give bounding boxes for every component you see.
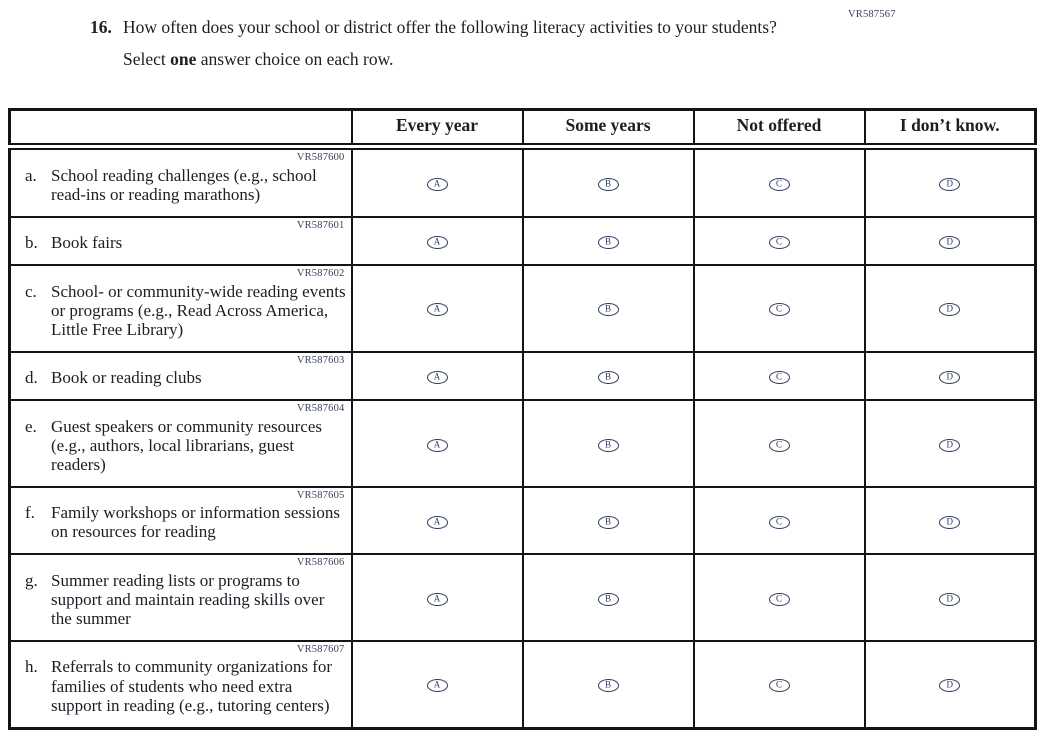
bubble-letter: B: [604, 178, 611, 189]
option-cell: [694, 400, 865, 487]
option-cell: [523, 352, 694, 401]
table-row-h: [10, 641, 1036, 728]
bubble-letter: A: [433, 593, 441, 604]
option-cell: [865, 641, 1036, 728]
option-bubble-a[interactable]: [427, 439, 448, 452]
row-label: [25, 166, 347, 204]
bubble-letter: D: [946, 178, 953, 189]
option-cell: [523, 487, 694, 555]
question-block: [90, 17, 777, 70]
table-row-e: [10, 400, 1036, 487]
option-bubble-b[interactable]: [598, 178, 619, 191]
bubble-letter: D: [946, 236, 953, 247]
column-header-not-offered: Not offered: [694, 110, 865, 147]
option-bubble-b[interactable]: [598, 303, 619, 316]
instruction-emphasis: one: [170, 49, 197, 70]
option-cell: [523, 641, 694, 728]
bubble-letter: A: [433, 178, 441, 189]
option-bubble-d[interactable]: [939, 439, 960, 452]
option-bubble-a[interactable]: [427, 303, 448, 316]
option-bubble-c[interactable]: [769, 679, 790, 692]
option-cell: [865, 487, 1036, 555]
table-row-c: [10, 265, 1036, 352]
option-bubble-a[interactable]: [427, 236, 448, 249]
row-label: [25, 571, 347, 628]
column-header-some-years: Some years: [523, 110, 694, 147]
option-cell: [352, 554, 523, 641]
option-bubble-b[interactable]: [598, 593, 619, 606]
option-cell: [523, 147, 694, 217]
row-letter: b.: [25, 233, 38, 253]
row-letter: g.: [25, 570, 38, 590]
literacy-activities-table: [8, 108, 1037, 730]
option-bubble-a[interactable]: [427, 178, 448, 191]
bubble-letter: C: [775, 593, 782, 604]
row-label-cell: [10, 147, 352, 217]
question-number: 16.: [90, 17, 112, 37]
option-cell: [865, 352, 1036, 401]
question-text: How often does your school or district offer the following literacy activities to your students?: [123, 17, 777, 37]
option-bubble-d[interactable]: [939, 371, 960, 384]
row-letter: e.: [25, 416, 37, 436]
option-cell: [352, 641, 523, 728]
header-row: [10, 110, 1036, 147]
row-label-text: Book fairs: [51, 233, 123, 253]
row-code: VR587604: [296, 403, 345, 415]
bubble-letter: A: [433, 236, 441, 247]
option-cell: [694, 265, 865, 352]
option-cell: [865, 400, 1036, 487]
row-label-text: Guest speakers or community resources (e.g., authors, local librarians, guest readers): [51, 416, 322, 474]
bubble-letter: D: [946, 303, 953, 314]
row-label-text: Summer reading lists or programs to support and maintain reading skills over the summer: [51, 570, 325, 628]
option-cell: [352, 265, 523, 352]
option-bubble-a[interactable]: [427, 516, 448, 529]
option-bubble-b[interactable]: [598, 371, 619, 384]
option-cell: [865, 217, 1036, 266]
option-bubble-d[interactable]: [939, 679, 960, 692]
table-row-b: [10, 217, 1036, 266]
option-cell: [694, 641, 865, 728]
bubble-letter: D: [946, 679, 953, 690]
row-letter: c.: [25, 281, 37, 301]
bubble-letter: D: [946, 371, 953, 382]
row-code: VR587603: [296, 354, 345, 366]
option-cell: [523, 265, 694, 352]
instruction-prefix: Select: [123, 49, 171, 70]
option-bubble-d[interactable]: [939, 303, 960, 316]
option-cell: [694, 487, 865, 555]
row-label: [25, 503, 347, 541]
table-row-f: [10, 487, 1036, 555]
bubble-letter: B: [604, 439, 611, 450]
table-row-a: [10, 147, 1036, 217]
instruction-text: [123, 49, 777, 70]
row-label: [25, 657, 347, 714]
bubble-letter: C: [775, 303, 782, 314]
row-code: VR587602: [296, 268, 345, 280]
row-code: VR587606: [296, 557, 345, 569]
row-label-cell: [10, 352, 352, 401]
row-code: VR587600: [296, 152, 345, 163]
bubble-letter: B: [604, 303, 611, 314]
row-letter: d.: [25, 368, 38, 388]
bubble-letter: A: [433, 439, 441, 450]
row-label-text: School- or community-wide reading events or programs (e.g., Read Across America, Little Free Library): [51, 281, 346, 339]
row-label: [25, 282, 347, 339]
row-label: [25, 417, 347, 474]
column-header-every-year: Every year: [352, 110, 523, 147]
option-bubble-c[interactable]: [769, 371, 790, 384]
option-bubble-d[interactable]: [939, 516, 960, 529]
option-cell: [352, 147, 523, 217]
row-label: [25, 233, 347, 252]
bubble-letter: C: [775, 516, 782, 527]
row-label-cell: [10, 400, 352, 487]
bubble-letter: B: [604, 679, 611, 690]
bubble-letter: B: [604, 516, 611, 527]
option-bubble-d[interactable]: [939, 178, 960, 191]
option-bubble-c[interactable]: [769, 516, 790, 529]
bubble-letter: D: [946, 516, 953, 527]
option-bubble-b[interactable]: [598, 236, 619, 249]
option-bubble-c[interactable]: [769, 439, 790, 452]
row-label: [25, 368, 347, 387]
bubble-letter: C: [775, 178, 782, 189]
bubble-letter: C: [775, 236, 782, 247]
option-bubble-b[interactable]: [598, 439, 619, 452]
row-code: VR587607: [296, 643, 345, 655]
row-label-text: Referrals to community organizations for families of students who need extra support in reading (e.g., tutoring centers): [51, 657, 333, 715]
option-cell: [523, 554, 694, 641]
option-cell: [694, 352, 865, 401]
bubble-letter: D: [946, 439, 953, 450]
column-header-i-dont-know: I don’t know.: [865, 110, 1036, 147]
option-cell: [865, 147, 1036, 217]
row-label-cell: [10, 487, 352, 555]
bubble-letter: B: [604, 593, 611, 604]
option-cell: [694, 147, 865, 217]
option-bubble-d[interactable]: [939, 236, 960, 249]
option-bubble-b[interactable]: [598, 679, 619, 692]
bubble-letter: B: [604, 371, 611, 382]
option-bubble-c[interactable]: [769, 303, 790, 316]
document-code: VR587567: [848, 9, 896, 20]
instruction-suffix: answer choice on each row.: [196, 49, 394, 70]
option-cell: [352, 487, 523, 555]
table-row-g: [10, 554, 1036, 641]
option-cell: [352, 217, 523, 266]
option-bubble-a[interactable]: [427, 679, 448, 692]
row-label-text: School reading challenges (e.g., school read-ins or reading marathons): [51, 165, 317, 204]
option-cell: [694, 217, 865, 266]
row-label-cell: [10, 265, 352, 352]
bubble-letter: A: [433, 516, 441, 527]
option-bubble-d[interactable]: [939, 593, 960, 606]
row-label-cell: [10, 217, 352, 266]
bubble-letter: C: [775, 371, 782, 382]
option-bubble-c[interactable]: [769, 593, 790, 606]
table-row-d: [10, 352, 1036, 401]
option-cell: [523, 400, 694, 487]
bubble-letter: B: [604, 236, 611, 247]
bubble-letter: A: [433, 371, 441, 382]
bubble-letter: A: [433, 303, 441, 314]
row-letter: a.: [25, 165, 37, 185]
option-bubble-a[interactable]: [427, 593, 448, 606]
option-cell: [523, 217, 694, 266]
option-bubble-c[interactable]: [769, 178, 790, 191]
bubble-letter: D: [946, 593, 953, 604]
row-letter: h.: [25, 657, 38, 677]
row-letter: f.: [25, 503, 35, 523]
question-body: [123, 17, 777, 70]
option-bubble-a[interactable]: [427, 371, 448, 384]
option-cell: [694, 554, 865, 641]
option-cell: [352, 400, 523, 487]
row-code: VR587601: [296, 219, 345, 231]
row-code: VR587605: [296, 489, 345, 501]
row-label-cell: [10, 641, 352, 728]
bubble-letter: C: [775, 679, 782, 690]
option-cell: [865, 265, 1036, 352]
option-cell: [865, 554, 1036, 641]
header-stub-cell: [10, 110, 352, 147]
row-label-text: Family workshops or information sessions on resources for reading: [51, 503, 340, 542]
bubble-letter: C: [775, 439, 782, 450]
row-label-text: Book or reading clubs: [51, 368, 202, 388]
option-cell: [352, 352, 523, 401]
option-bubble-c[interactable]: [769, 236, 790, 249]
bubble-letter: A: [433, 679, 441, 690]
row-label-cell: [10, 554, 352, 641]
option-bubble-b[interactable]: [598, 516, 619, 529]
